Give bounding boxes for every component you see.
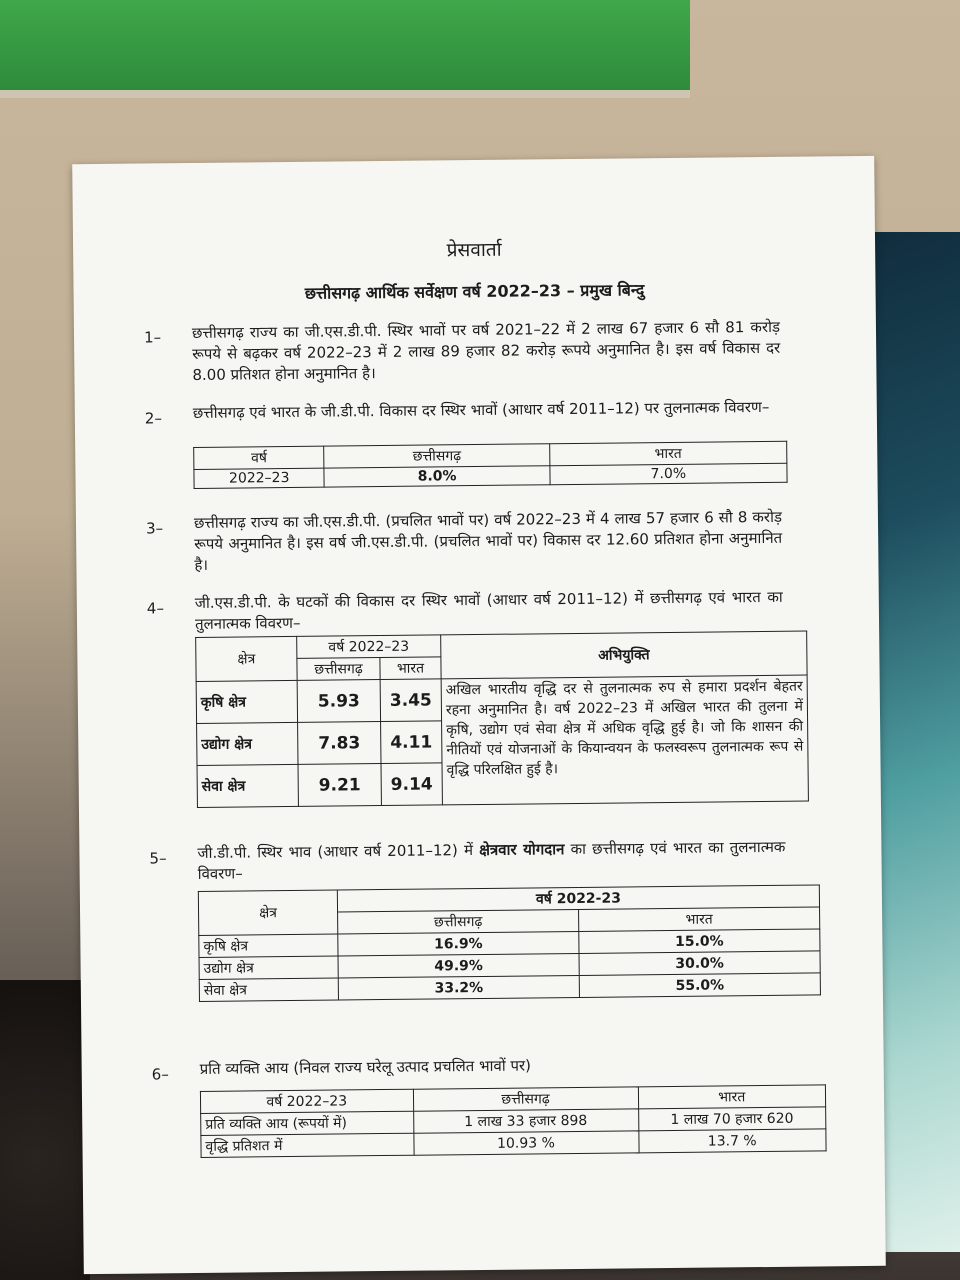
table-header: छत्तीसगढ़ <box>413 1087 638 1111</box>
press-release-page <box>72 156 886 1274</box>
table-header: क्षेत्र <box>196 636 297 681</box>
table-header: छत्तीसगढ़ <box>338 909 579 934</box>
page-title: प्रेसवार्ता <box>446 238 502 262</box>
point-text: छत्तीसगढ़ राज्य का जी.एस.डी.पी. स्थिर भावों पर वर्ष 2021–22 में 2 लाख 67 हजार 6 सौ 81 करोड़ रूपये से बढ़कर वर्ष 2022–23 में 2 लाख 89 हजार 82 करोड़ रूपये अनुमानित है। इस वर्ष विकास दर 8.00 प्रतिशत होना अनुमानित है। <box>191 317 781 384</box>
per-capita-income-table <box>200 1084 827 1158</box>
table-header: वर्ष <box>194 446 325 469</box>
table-cell: 7.83 <box>298 722 381 765</box>
sector-growth-table <box>195 631 809 808</box>
table-cell: सेवा क्षेत्र <box>199 978 338 1001</box>
table-header: भारत <box>638 1085 826 1109</box>
table-header: क्षेत्र <box>198 890 337 935</box>
table-header: छत्तीसगढ़ <box>324 444 550 468</box>
point-number: 2– <box>144 409 163 428</box>
table-cell: उद्योग क्षेत्र <box>199 956 338 979</box>
page-subtitle: छत्तीसगढ़ आर्थिक सर्वेक्षण वर्ष 2022–23 – प्रमुख बिन्दु <box>304 280 645 303</box>
table-cell: 55.0% <box>579 973 820 998</box>
point-number: 4– <box>146 599 165 618</box>
table-header: भारत <box>380 657 441 680</box>
table-cell: 33.2% <box>338 975 579 1000</box>
table-cell: 1 लाख 33 हजार 898 <box>413 1109 638 1133</box>
table-header: वर्ष 2022–23 <box>200 1089 413 1113</box>
table-header: वर्ष 2022-23 <box>337 885 819 912</box>
remark-text: अखिल भारतीय वृद्धि दर से तुलनात्मक रुप से हमारा प्रदर्शन बेहतर रहना अनुमानित है। वर्ष 2022–23 में अखिल भारत की तुलना में कृषि, उद्योग एवं सेवा क्षेत्र में अधिक वृद्धि हुई है। जो कि शासन की नीतियों एवं योजनाओं के कियान्वयन के फलस्वरूप तुलनात्मक रूप से वृद्धि परिलक्षित हुई है। <box>441 675 808 805</box>
table-cell: प्रति व्यक्ति आय (रूपयों में) <box>201 1111 414 1135</box>
table-cell: 15.0% <box>579 929 820 954</box>
table-cell: 49.9% <box>338 953 579 978</box>
point-text: जी.डी.पी. स्थिर भाव (आधार वर्ष 2011–12) में क्षेत्रवार योगदान का छत्तीसगढ़ एवं भारत का तुलनात्मक विवरण– <box>197 837 786 883</box>
gdp-growth-table <box>193 441 787 489</box>
table-cell: 4.11 <box>381 721 442 764</box>
table-cell: 13.7 % <box>638 1129 826 1153</box>
table-cell: वृद्धि प्रतिशत में <box>201 1133 414 1157</box>
dark-object <box>0 980 90 1280</box>
point-number: 1– <box>143 328 162 347</box>
table-cell: 3.45 <box>380 679 441 722</box>
table-cell: 9.14 <box>381 763 442 806</box>
point-number: 5– <box>149 849 167 868</box>
table-cell: 8.0% <box>324 466 550 487</box>
table-cell: 16.9% <box>338 931 579 956</box>
point-number: 3– <box>145 519 164 538</box>
table-cell: 30.0% <box>579 951 820 976</box>
table-cell: 7.0% <box>550 463 787 484</box>
table-cell: कृषि क्षेत्र <box>196 680 297 723</box>
point-text: छत्तीसगढ़ राज्य का जी.एस.डी.पी. (प्रचलित भावों पर) वर्ष 2022–23 में 4 लाख 57 हजार 6 सौ 8 करोड़ रूपये अनुमानित है। इस वर्ष जी.एस.डी.पी. (प्रचलित भावों पर) विकास दर 12.60 प्रतिशत होना अनुमानित है। <box>193 507 783 574</box>
mat-edge <box>0 90 690 98</box>
table-cell: उद्योग क्षेत्र <box>197 722 298 765</box>
point-text: जी.एस.डी.पी. के घटकों की विकास दर स्थिर भावों (आधार वर्ष 2011–12) में छत्तीसगढ़ एवं भारत का तुलनात्मक विवरण– <box>194 587 783 633</box>
point-text: प्रति व्यक्ति आय (निवल राज्य घरेलू उत्पाद प्रचलित भावों पर) <box>199 1056 532 1078</box>
table-cell: कृषि क्षेत्र <box>199 934 338 957</box>
table-cell: 9.21 <box>298 764 381 807</box>
table-header: वर्ष 2022–23 <box>297 635 441 659</box>
table-header: छत्तीसगढ़ <box>297 658 380 681</box>
table-cell: सेवा क्षेत्र <box>197 764 298 807</box>
table-header: भारत <box>549 441 786 465</box>
table-header: अभियुक्ति <box>441 631 807 679</box>
table-cell: 5.93 <box>297 680 380 723</box>
point-text: छत्तीसगढ़ एवं भारत के जी.डी.पी. विकास दर स्थिर भावों (आधार वर्ष 2011–12) पर तुलनात्मक विवरण– <box>192 397 770 422</box>
table-cell: 10.93 % <box>413 1131 638 1155</box>
table-header: भारत <box>579 907 820 932</box>
table-cell: 1 लाख 70 हजार 620 <box>638 1107 826 1131</box>
point-number: 6– <box>151 1065 169 1084</box>
sector-contribution-table <box>198 884 821 1002</box>
table-cell: 2022–23 <box>194 468 325 488</box>
green-mat <box>0 0 690 90</box>
